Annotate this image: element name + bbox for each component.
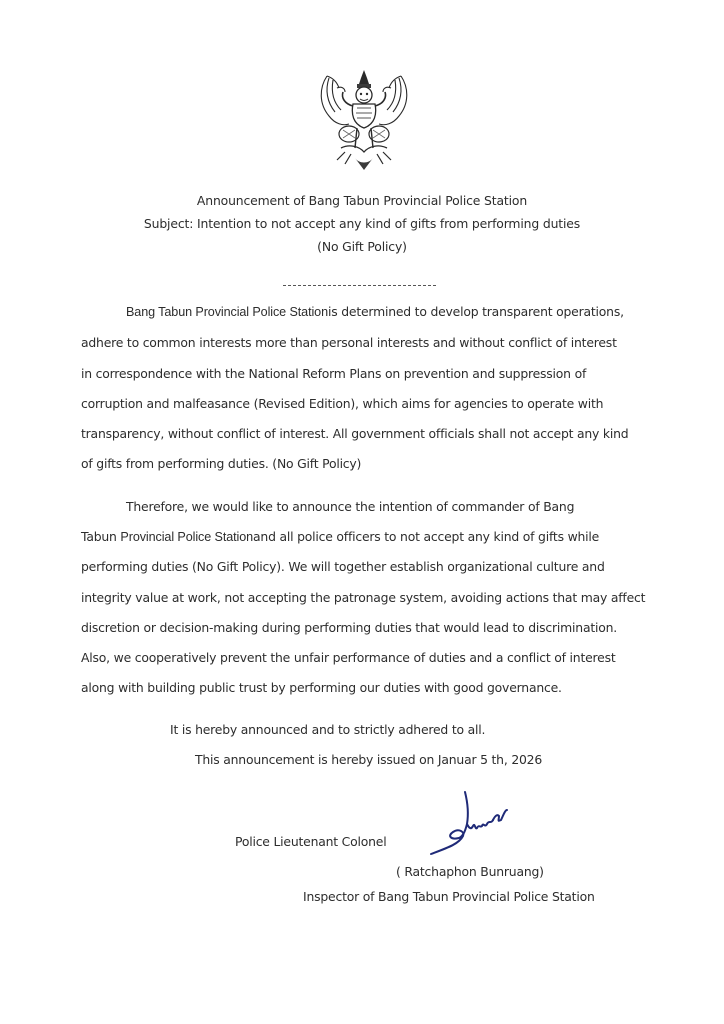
station-name: Bang Tabun Provincial Police Station [126,305,328,319]
paragraph1-line: of gifts from performing duties. (No Gift Policy) [81,456,362,471]
paragraph2-line: performing duties (No Gift Policy). We will together establish organizational culture and [81,559,605,574]
announcement-title: Announcement of Bang Tabun Provincial Police Station [196,193,528,208]
paragraph1-line: in correspondence with the National Reform Plans on prevention and suppression of [81,366,587,381]
paragraph2-line: along with building public trust by performing our duties with good governance. [81,680,562,695]
station-name: Provincial Police Station [120,530,254,544]
paragraph2-line: Tabun Provincial Police Stationand all police officers to not accept any kind of gifts while [81,529,600,544]
paragraph2-line: integrity value at work, not accepting the patronage system, avoiding actions that may affect [81,590,646,605]
header-divider [283,285,436,286]
paragraph2-line: Also, we cooperatively prevent the unfair performance of duties and a conflict of interest [81,650,616,665]
paragraph1-line: adhere to common interests more than personal interests and without conflict of interest [81,335,617,350]
announcement-policy: (No Gift Policy) [317,239,407,254]
paragraph1-line: Bang Tabun Provincial Police Stationis determined to develop transparent operations, [126,304,624,319]
announcement-subject: Subject: Intention to not accept any kind of gifts from performing duties [143,216,581,231]
signatory-name: ( Ratchaphon Bunruang) [396,864,544,879]
closing-issued-date: This announcement is hereby issued on Januar 5 th, 2026 [195,752,543,767]
paragraph1-line: transparency, without conflict of interest. All government officials shall not accept any kind [81,426,629,441]
paragraph2-line: Therefore, we would like to announce the intention of commander of Bang [126,499,575,514]
garuda-emblem-icon [315,68,413,172]
signatory-position: Inspector of Bang Tabun Provincial Police Station [303,889,595,904]
paragraph2-line: discretion or decision-making during performing duties that would lead to discrimination. [81,620,618,635]
paragraph1-line: corruption and malfeasance (Revised Edition), which aims for agencies to operate with [81,396,604,411]
handwritten-signature-icon [425,788,517,858]
signatory-rank: Police Lieutenant Colonel [235,834,387,849]
closing-announced: It is hereby announced and to strictly adhered to all. [170,722,486,737]
